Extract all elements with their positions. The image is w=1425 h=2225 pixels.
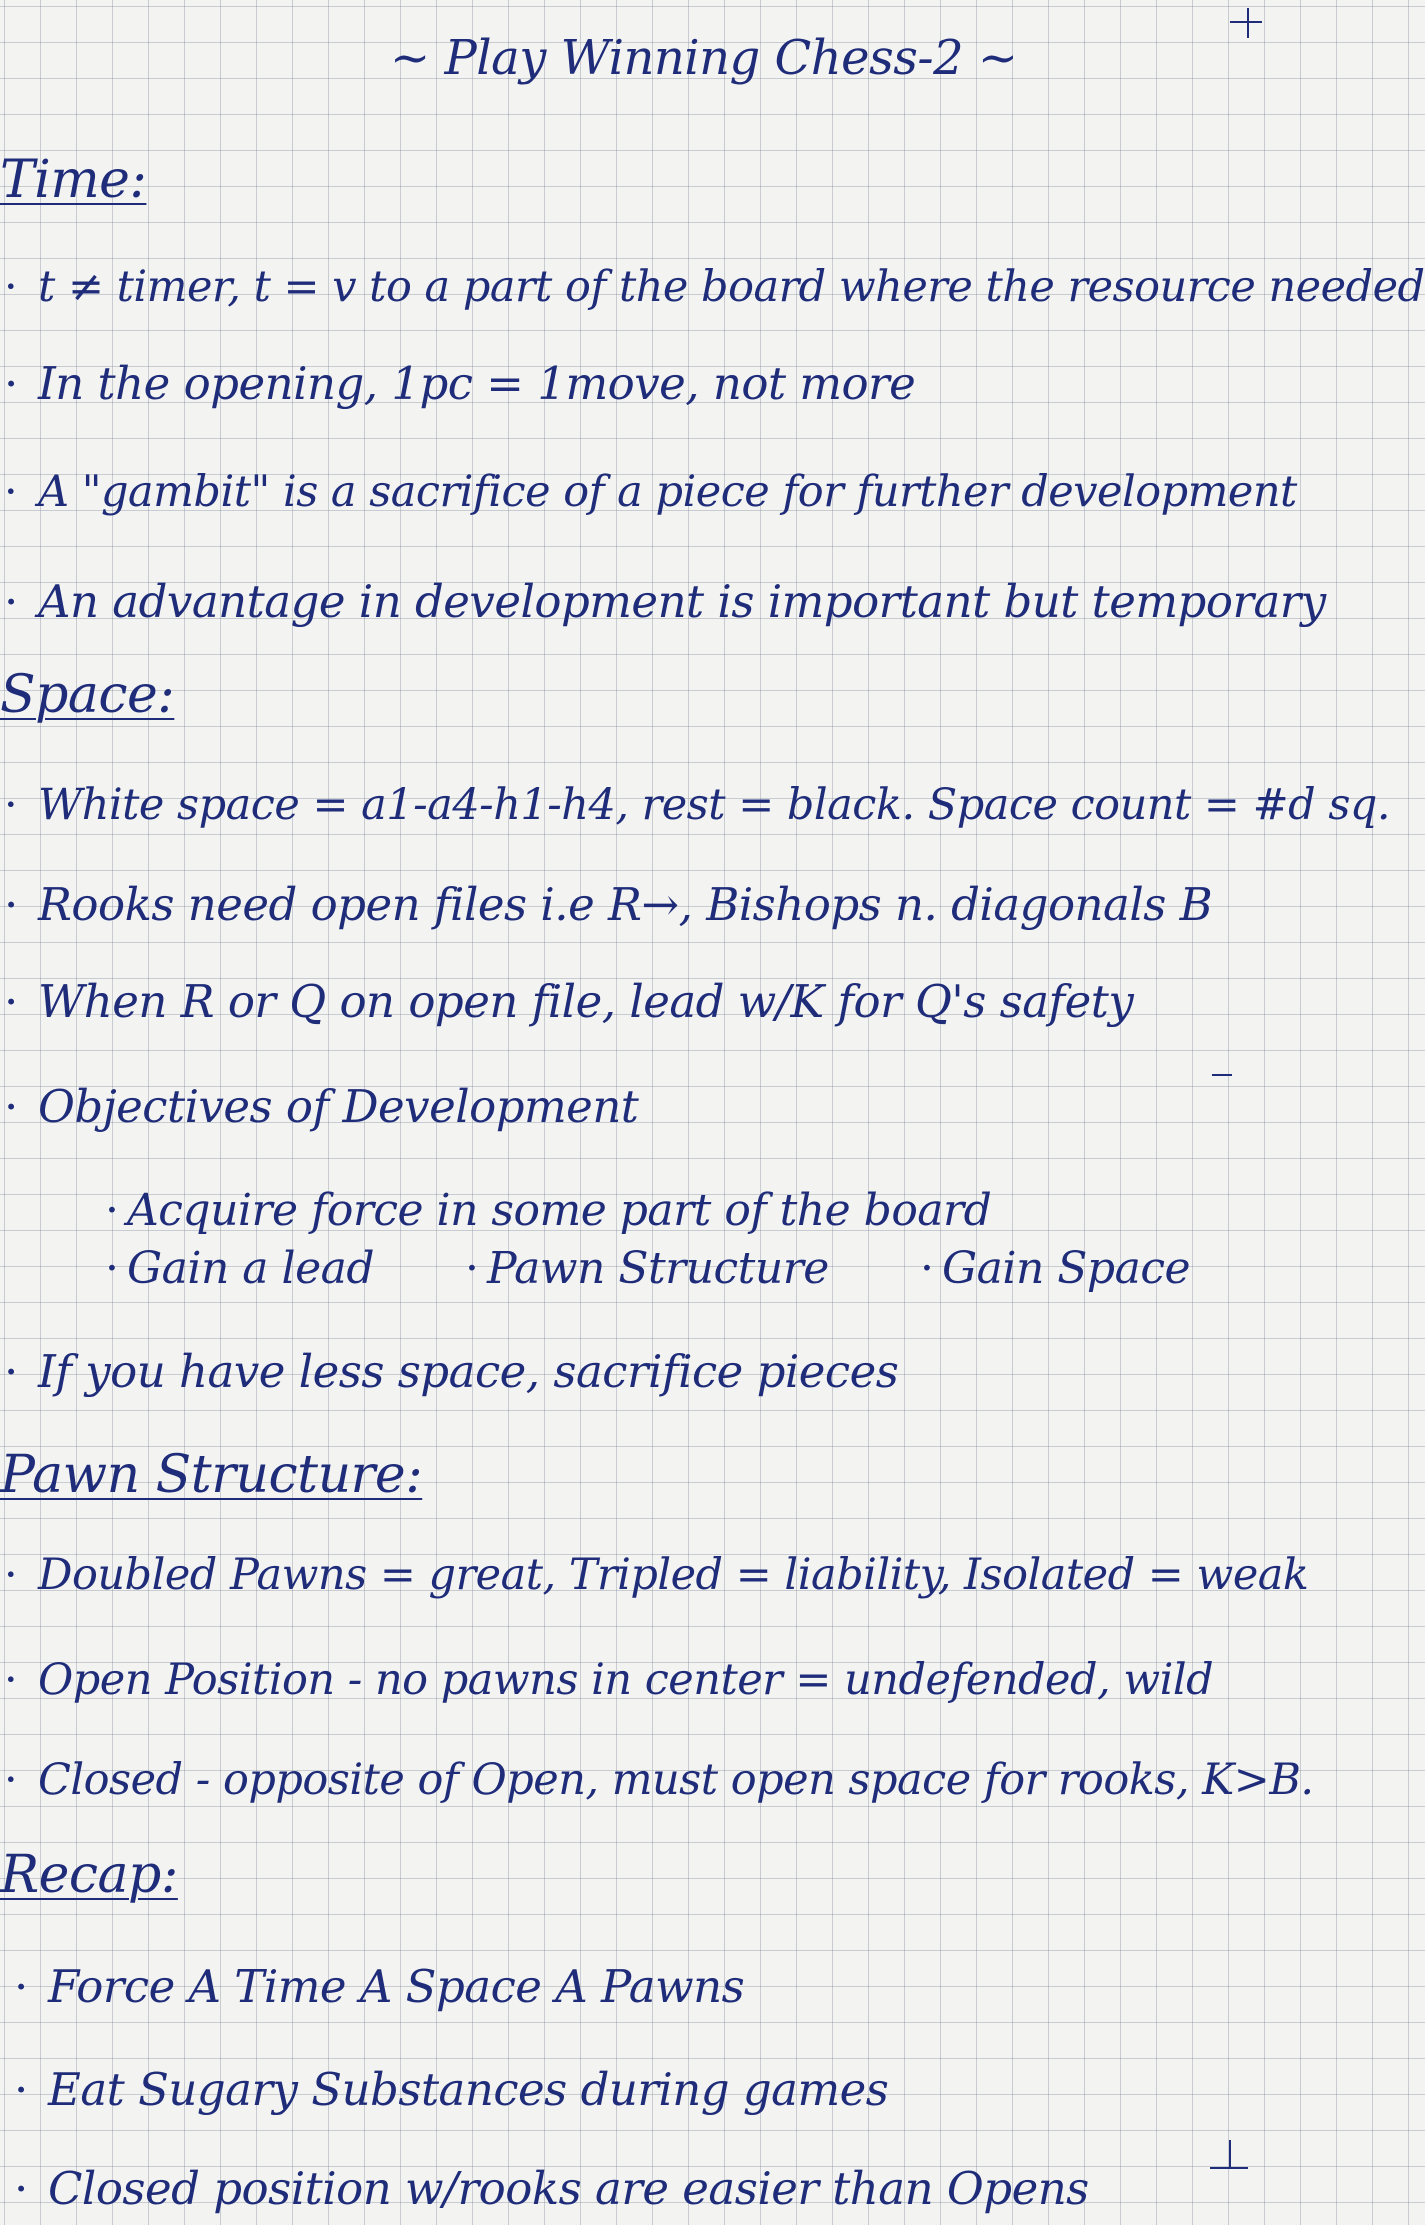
- bullet-dot: ·: [4, 1755, 18, 1805]
- bullet-dot: ·: [4, 1080, 18, 1133]
- time-item-3-text: A "gambit" is a sacrifice of a piece for further development: [38, 467, 1297, 517]
- bullet-dot: ·: [105, 1243, 119, 1294]
- heading-pawn-structure: Pawn Structure:: [0, 1445, 423, 1505]
- objective-4-text: Gain Space: [942, 1243, 1190, 1294]
- time-item-1-text: t ≠ timer, t = v to a part of the board where the resource needed: [38, 262, 1425, 312]
- heading-time: Time:: [0, 150, 147, 210]
- bullet-dot: ·: [4, 1550, 18, 1600]
- bullet-dot: ·: [4, 467, 18, 517]
- recap-item-3-text: Closed position w/rooks are easier than Opens: [48, 2162, 1089, 2215]
- recap-item-2-text: Eat Sugary Substances during games: [48, 2063, 889, 2116]
- pawn-item-3: [4, 1755, 1314, 1805]
- page-title: ~ Play Winning Chess-2 ~: [390, 30, 1018, 86]
- objective-4: [920, 1243, 1190, 1294]
- time-item-2: [4, 357, 915, 410]
- space-item-1-text: White space = a1-a4-h1-h4, rest = black. Space count = #d sq.: [38, 780, 1391, 830]
- objective-3: [465, 1243, 829, 1294]
- space-item-4: [4, 1080, 638, 1133]
- objective-2: [105, 1243, 374, 1294]
- bullet-dot: ·: [465, 1243, 479, 1294]
- heading-recap: Recap:: [0, 1845, 178, 1905]
- objective-3-text: Pawn Structure: [487, 1243, 829, 1294]
- recap-item-2: [14, 2063, 888, 2116]
- time-item-2-text: In the opening, 1pc = 1move, not more: [38, 357, 916, 410]
- recap-item-1: [14, 1960, 744, 2013]
- space-item-4-text: Objectives of Development: [38, 1080, 639, 1133]
- bullet-dot: ·: [4, 975, 18, 1028]
- space-item-5: [4, 1345, 898, 1398]
- margin-marks: [1200, 0, 1270, 2225]
- space-item-2: [4, 878, 1212, 931]
- bullet-dot: ·: [14, 2162, 28, 2215]
- time-item-4-text: An advantage in development is important but temporary: [38, 575, 1326, 628]
- pawn-item-2: [4, 1655, 1213, 1705]
- pawn-item-1: [4, 1550, 1308, 1600]
- pawn-item-3-text: Closed - opposite of Open, must open space for rooks, K>B.: [38, 1755, 1314, 1805]
- space-item-3: [4, 975, 1133, 1028]
- heading-space: Space:: [0, 665, 175, 725]
- bullet-dot: ·: [105, 1185, 119, 1236]
- time-item-3: [4, 467, 1297, 517]
- bullet-dot: ·: [920, 1243, 934, 1294]
- recap-item-3: [14, 2162, 1089, 2215]
- space-item-2-text: Rooks need open files i.e R→, Bishops n. diagonals B: [38, 878, 1213, 931]
- time-item-4: [4, 575, 1326, 628]
- space-item-1: [4, 780, 1390, 830]
- bullet-dot: ·: [4, 780, 18, 830]
- bullet-dot: ·: [4, 1655, 18, 1705]
- bullet-dot: ·: [4, 262, 18, 312]
- bullet-dot: ·: [14, 1960, 28, 2013]
- objective-1: [105, 1185, 991, 1236]
- bullet-dot: ·: [4, 357, 18, 410]
- bullet-dot: ·: [4, 878, 18, 931]
- space-item-5-text: If you have less space, sacrifice pieces: [38, 1345, 899, 1398]
- space-item-3-text: When R or Q on open file, lead w/K for Q's safety: [38, 975, 1134, 1028]
- bullet-dot: ·: [4, 1345, 18, 1398]
- pawn-item-2-text: Open Position - no pawns in center = undefended, wild: [38, 1655, 1214, 1705]
- bullet-dot: ·: [4, 575, 18, 628]
- objective-2-text: Gain a lead: [127, 1243, 375, 1294]
- recap-item-1-text: Force A Time A Space A Pawns: [48, 1960, 745, 2013]
- bullet-dot: ·: [14, 2063, 28, 2116]
- objective-1-text: Acquire force in some part of the board: [127, 1185, 992, 1236]
- pawn-item-1-text: Doubled Pawns = great, Tripled = liability, Isolated = weak: [38, 1550, 1309, 1600]
